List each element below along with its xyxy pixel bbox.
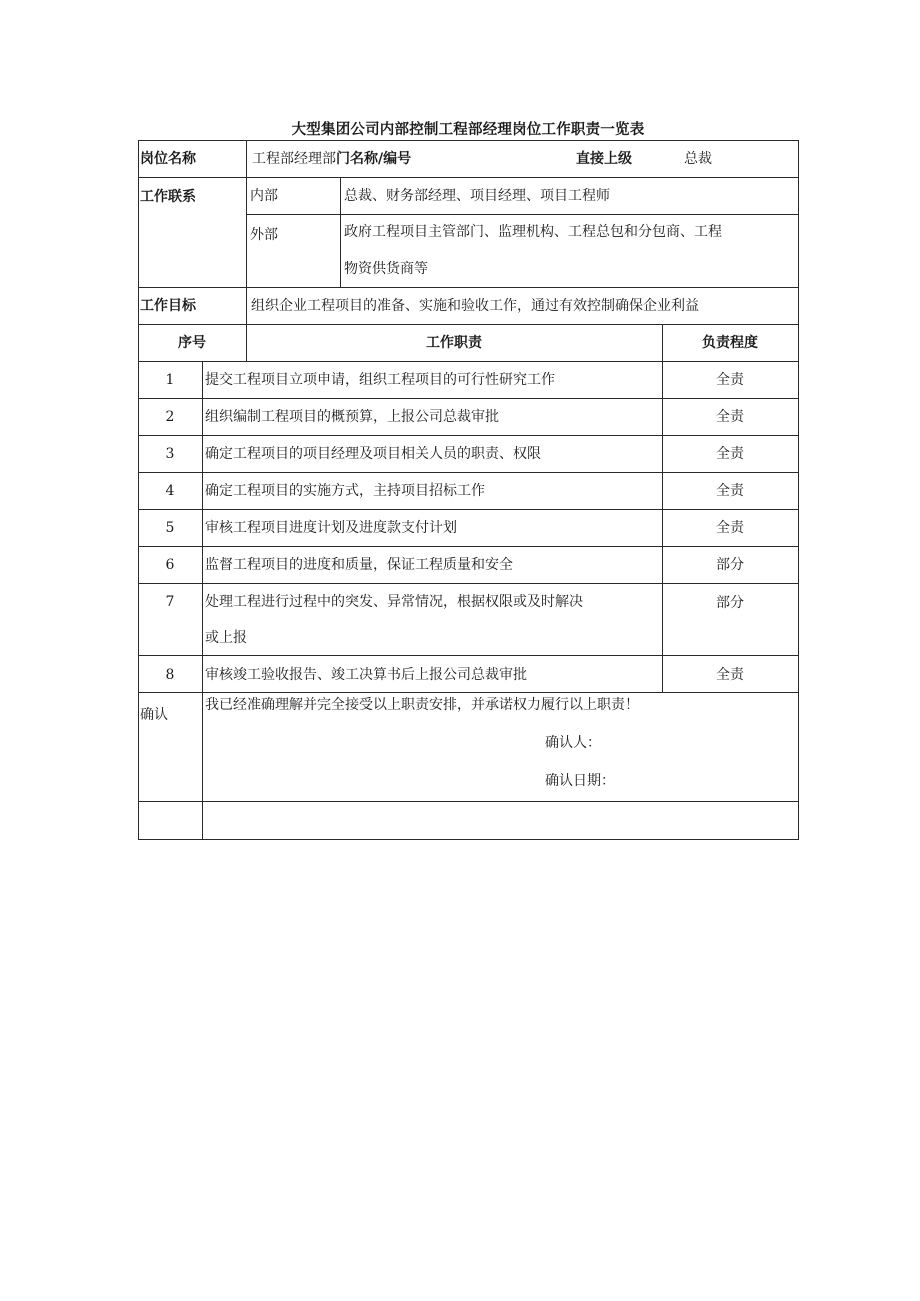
goal-label: 工作目标 xyxy=(140,298,196,314)
position-value xyxy=(252,149,411,169)
contacts-label: 工作联系 xyxy=(140,189,196,205)
duty-no: 5 xyxy=(165,520,175,536)
header-degree: 负责程度 xyxy=(702,335,758,351)
internal-value: 总裁、财务部经理、项目经理、项目工程师 xyxy=(344,188,610,204)
confirm-label: 确认 xyxy=(140,707,168,723)
position-value-bold: 门名称/编号 xyxy=(336,151,412,167)
duty-text-line2: 或上报 xyxy=(205,630,247,646)
superior-label: 直接上级 xyxy=(576,151,632,167)
duty-text: 提交工程项目立项申请，组织工程项目的可行性研究工作 xyxy=(205,372,555,388)
header-no: 序号 xyxy=(178,335,206,351)
duty-text: 组织编制工程项目的概预算，上报公司总裁审批 xyxy=(205,409,499,425)
duty-text: 处理工程进行过程中的突发、异常情况，根据权限或及时解决 xyxy=(205,594,583,610)
header-duty: 工作职责 xyxy=(426,335,482,351)
duty-no: 6 xyxy=(165,557,175,573)
superior-value: 总裁 xyxy=(684,151,712,167)
duty-no: 2 xyxy=(165,409,175,425)
duty-degree: 全责 xyxy=(716,483,744,499)
duty-no: 1 xyxy=(165,372,175,388)
duty-degree: 全责 xyxy=(716,372,744,388)
internal-label: 内部 xyxy=(250,188,278,204)
duty-text: 确定工程项目的实施方式，主持项目招标工作 xyxy=(205,483,485,499)
external-label: 外部 xyxy=(250,227,278,243)
position-label: 岗位名称 xyxy=(140,151,196,167)
position-value-plain: 工程部经理部 xyxy=(252,151,336,167)
duty-degree: 全责 xyxy=(716,520,744,536)
goal-value: 组织企业工程项目的准备、实施和验收工作，通过有效控制确保企业利益 xyxy=(251,298,699,314)
duty-degree: 全责 xyxy=(716,667,744,683)
duty-text: 审核工程项目进度计划及进度款支付计划 xyxy=(205,520,457,536)
confirm-date-label: 确认日期： xyxy=(545,773,615,789)
duty-text: 确定工程项目的项目经理及项目相关人员的职责、权限 xyxy=(205,446,541,462)
external-value-line1: 政府工程项目主管部门、监理机构、工程总包和分包商、工程 xyxy=(344,224,722,240)
confirm-statement: 我已经准确理解并完全接受以上职责安排，并承诺权力履行以上职责！ xyxy=(205,697,639,713)
duty-degree: 全责 xyxy=(716,446,744,462)
duty-no: 4 xyxy=(165,483,175,499)
duty-degree: 部分 xyxy=(716,595,744,611)
duty-no: 7 xyxy=(165,594,175,610)
duty-text: 审核竣工验收报告、竣工决算书后上报公司总裁审批 xyxy=(205,667,527,683)
confirm-person-label: 确认人： xyxy=(545,735,601,751)
external-value-line2: 物资供货商等 xyxy=(344,261,428,277)
duty-degree: 部分 xyxy=(716,557,744,573)
duty-no: 3 xyxy=(165,446,175,462)
duty-text: 监督工程项目的进度和质量，保证工程质量和安全 xyxy=(205,557,513,573)
duty-degree: 全责 xyxy=(716,409,744,425)
duty-no: 8 xyxy=(165,667,175,683)
document-title: 大型集团公司内部控制工程部经理岗位工作职责一览表 xyxy=(291,122,645,138)
